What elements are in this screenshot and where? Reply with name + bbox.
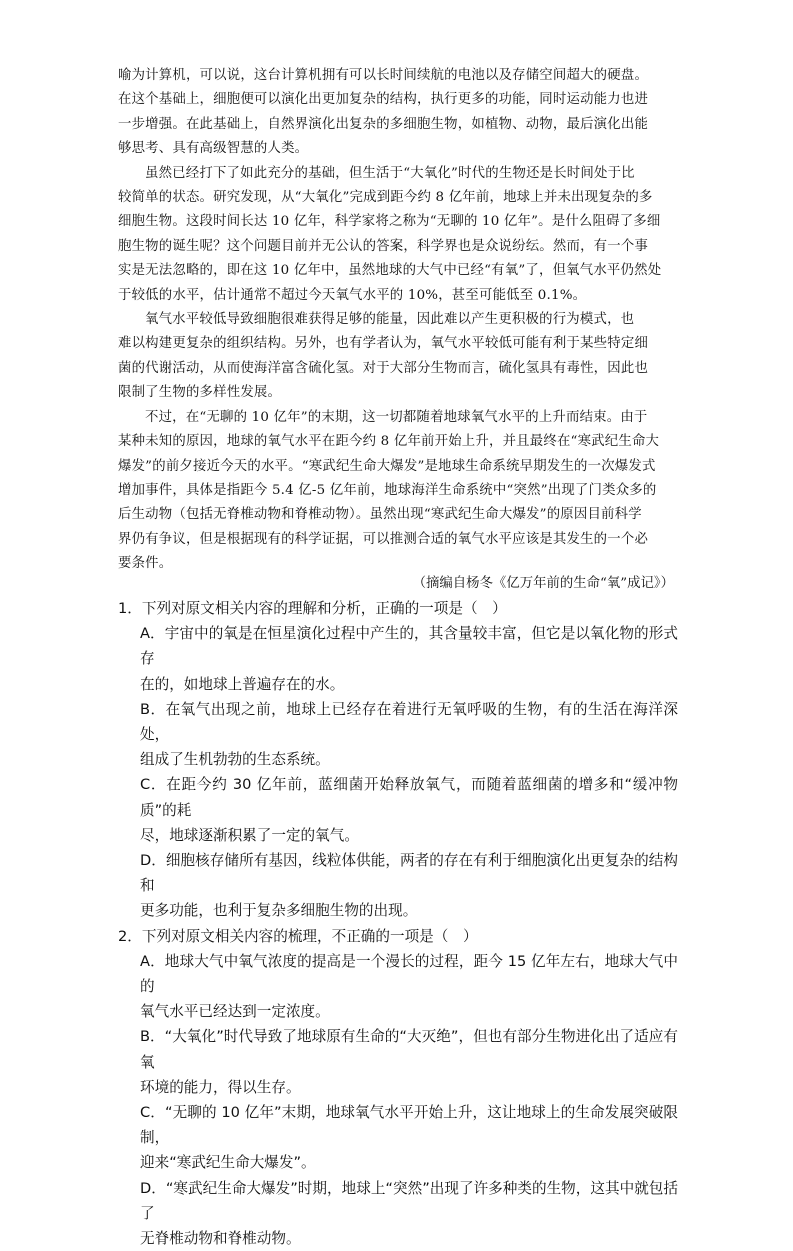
passage-line: 喻为计算机，可以说，这台计算机拥有可以长时间续航的电池以及存储空间超大的硬盘。 [118,68,649,83]
option-line: C．在距今约 30 亿年前，蓝细菌开始释放氧气，而随着蓝细菌的增多和“缓冲物质”的耗 [140,776,678,819]
passage-line: 一步增强。在此基础上，自然界演化出复杂的多细胞生物，如植物、动物，最后演化出能 [118,116,649,132]
passage-line: 爆发”的前夕接近今天的水平。“寒武纪生命大爆发”是地球生命系统早期发生的一次爆发式 [118,458,656,474]
question-stem: 2．下列对原文相关内容的梳理，不正确的一项是（ ） [118,927,478,945]
passage-line: 难以构建更复杂的组织结构。另外，也有学者认为，氧气水平较低可能有利于某些特定细 [118,336,649,352]
option-c [118,1100,678,1176]
passage-line: 于较低的水平，估计通常不超过今天氧气水平的 10%，甚至可能低至 0.1%。 [118,287,587,303]
passage-line: 后生动物（包括无脊椎动物和脊椎动物）。虽然出现“寒武纪生命大爆发”的原因目前科学 [118,507,642,523]
passage-line: 界仍有争议，但是根据现有的科学证据，可以推测合适的氧气水平应该是其发生的一个必 [118,531,649,547]
question-2 [118,924,678,1251]
passage-line: 限制了生物的多样性发展。 [118,385,282,401]
option-line: B．“大氧化”时代导致了地球原有生命的“大灭绝”，但也有部分生物进化出了适应有氧 [140,1028,678,1071]
passage-paragraph [118,406,674,577]
passage-line: 实是无法忽略的，即在这 10 亿年中，虽然地球的大气中已经“有氧”了，但氧气水平仍然处 [118,263,662,279]
question-list [118,596,678,1251]
option-b [118,1024,678,1100]
passage-line: 某种未知的原因，地球的氧气水平在距今约 8 亿年前开始上升，并且最终在“寒武纪生命大 [118,434,660,450]
option-d [118,1176,678,1251]
option-a [118,621,678,697]
option-line: 氧气水平已经达到一定浓度。 [140,1003,330,1021]
option-line: B．在氧气出现之前，地球上已经存在着进行无氧呼吸的生物，有的生活在海洋深处， [140,700,678,744]
passage-line: 较简单的状态。研究发现，从“大氧化”完成到距今约 8 亿年前，地球上并未出现复杂的多 [118,190,653,206]
option-line: 迎来“寒武纪生命大爆发”。 [140,1154,316,1172]
option-line: D．“寒武纪生命大爆发”时期，地球上“突然”出现了许多种类的生物，这其中就包括了 [140,1179,678,1222]
passage-line: 菌的代谢活动，从而使海洋富含硫化氢。对于大部分生物而言，硫化氢具有毒性，因此也 [118,360,649,376]
reading-passage [118,64,674,577]
option-line: A．地球大气中氧气浓度的提高是一个漫长的过程，距今 15 亿年左右，地球大气中的 [140,952,678,996]
option-line: 环境的能力，得以生存。 [140,1078,301,1096]
option-line: D．细胞核存储所有基因，线粒体供能，两者的存在有利于细胞演化出更复杂的结构和 [140,852,678,895]
option-line: 无脊椎动物和脊椎动物。 [140,1230,301,1248]
option-line: 尽，地球逐渐积累了一定的氧气。 [140,826,359,844]
passage-paragraph [118,64,674,162]
option-line: 组成了生机勃勃的生态系统。 [140,751,330,769]
option-d [118,848,678,924]
passage-source: （摘编自杨冬《亿万年前的生命“氧”成记》） [412,576,674,591]
option-line: 更多功能，也利于复杂多细胞生物的出现。 [140,902,418,920]
passage-line: 够思考、具有高级智慧的人类。 [118,141,309,157]
passage-paragraph [118,162,674,308]
question-stem: 1．下列对原文相关内容的理解和分析，正确的一项是（ ） [118,600,507,617]
option-a [118,949,678,1025]
passage-paragraph [118,308,674,406]
passage-line: 要条件。 [118,556,173,572]
option-c [118,772,678,848]
passage-line: 胞生物的诞生呢？这个问题目前并无公认的答案，科学界也是众说纷纭。然而，有一个事 [118,238,649,254]
question-1 [118,596,678,924]
passage-line: 虽然已经打下了如此充分的基础，但生活于“大氧化”时代的生物还是长时间处于比 [145,165,635,181]
option-line: A．宇宙中的氧是在恒星演化过程中产生的，其含量较丰富，但它是以氧化物的形式存 [140,625,678,668]
passage-line: 在这个基础上，细胞便可以演化出更加复杂的结构，执行更多的功能，同时运动能力也进 [118,92,649,108]
passage-line: 不过，在“无聊的 10 亿年”的末期，这一切都随着地球氧气水平的上升而结束。由于 [145,409,648,425]
passage-line: 增加事件，具体是指距今 5.4 亿-5 亿年前，地球海洋生命系统中“突然”出现了门类众多的 [118,482,657,498]
passage-line: 氧气水平较低导致细胞很难获得足够的能量，因此难以产生更积极的行为模式，也 [145,312,635,328]
option-line: C．“无聊的 10 亿年”末期，地球氧气水平开始上升，这让地球上的生命发展突破限制， [140,1104,678,1147]
passage-line: 细胞生物。这段时间长达 10 亿年，科学家将之称为“无聊的 10 亿年”。是什么阻碍了多细 [118,214,661,230]
option-line: 在的，如地球上普遍存在的水。 [140,675,345,693]
option-b [118,697,678,773]
